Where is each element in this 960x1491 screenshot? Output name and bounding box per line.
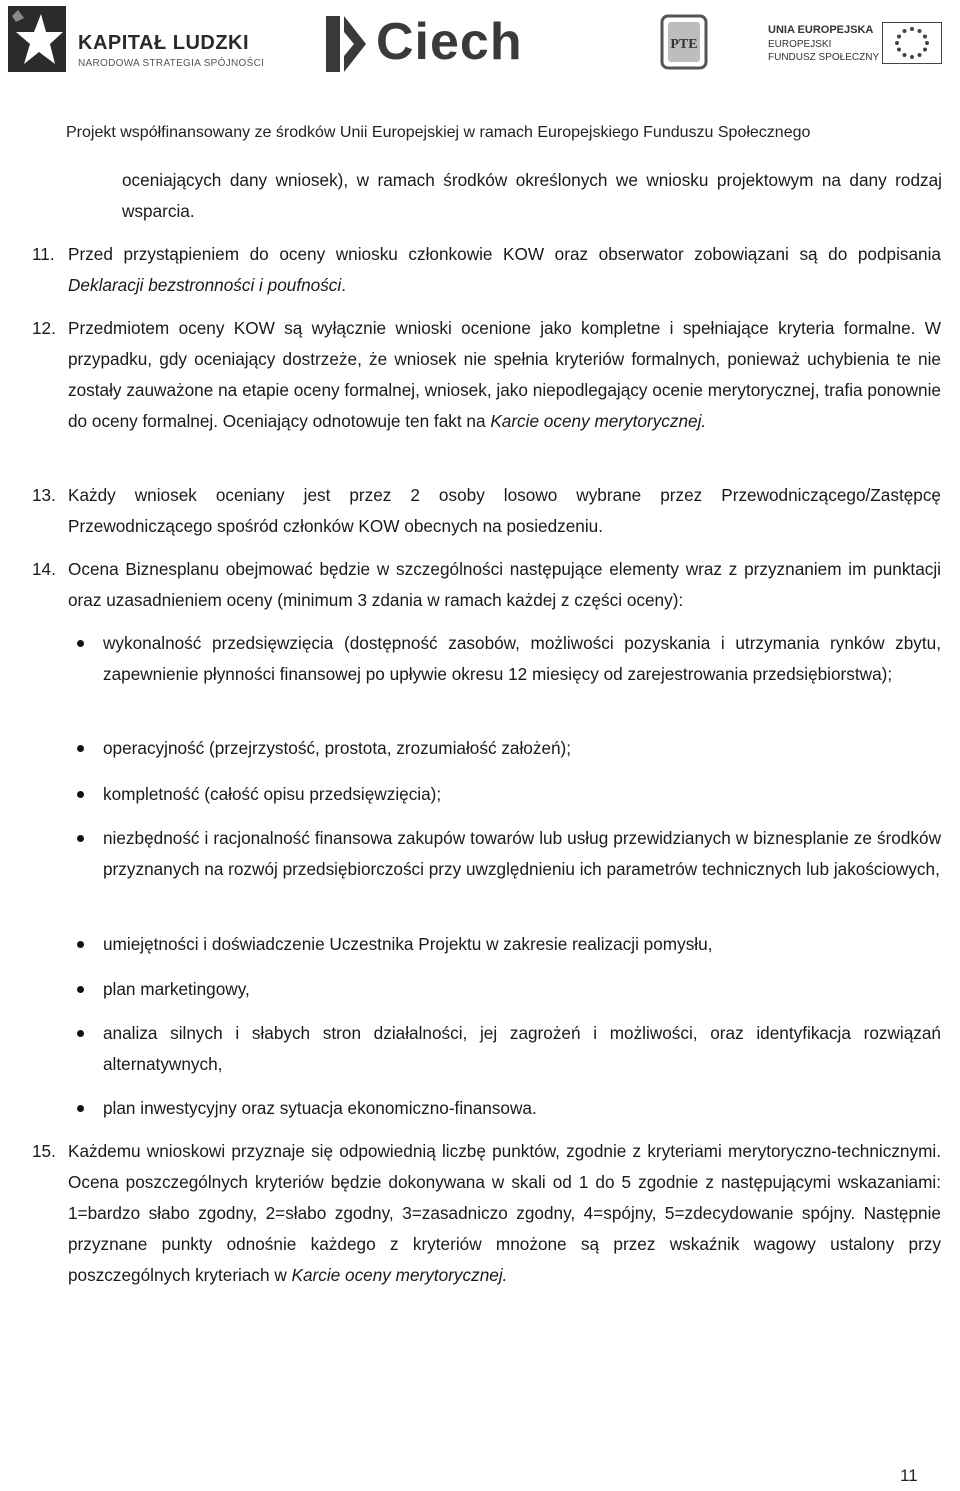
continuation-paragraph: oceniających dany wniosek), w ramach środków określonych we wniosku projektowym na dany rodzaj wsparcia. bbox=[122, 170, 942, 221]
bullet-item-8: plan inwestycyjny oraz sytuacja ekonomiczno-finansowa. bbox=[103, 1098, 537, 1118]
item-12-text-italic: Karcie oceny merytorycznej. bbox=[490, 411, 707, 431]
bullet-item-7: analiza silnych i słabych stron działalności, jej zagrożeń i możliwości, oraz identyfikacja rozwiązań alternatywnych, bbox=[103, 1023, 941, 1074]
item-15-text-italic: Karcie oceny merytorycznej. bbox=[291, 1265, 508, 1285]
ciech-wordmark: Ciech bbox=[376, 13, 523, 71]
bullet-dot-icon bbox=[77, 745, 84, 752]
item-11-text-end: . bbox=[341, 275, 347, 295]
kapital-ludzki-star-icon bbox=[8, 6, 66, 72]
item-11-text bbox=[68, 239, 941, 301]
bullet-item-1: wykonalność przedsięwzięcia (dostępność zasobów, możliwości pozyskania i utrzymania rynków zbytu, zapewnienie płynności finansowej po upływie okresu 12 miesięcy od zarejestrowania przedsiębiorstwa); bbox=[103, 633, 941, 684]
bullet-item-5: umiejętności i doświadczenie Uczestnika Projektu w zakresie realizacji pomysłu, bbox=[103, 934, 713, 954]
item-15-text-main: Każdemu wnioskowi przyznaje się odpowiednią liczbę punktów, zgodnie z kryteriami merytoryczno-technicznymi. Ocena poszczególnych kryteriów będzie dokonywana w skali od 1 do 5 zgodnie z następującymi wskazaniami: 1=bardzo słabo zgodny, 2=słabo zgodny, 3=zasadniczo zgodny, 4=spójny, 5=zdecydowanie spójny. Następnie przyznane punkty odnośnie każdego z kryteriów mnożone są przez wskaźnik wagowy ustalony przy poszczególnych kryteriach w bbox=[68, 1141, 941, 1285]
bullet-dot-icon bbox=[77, 1030, 84, 1037]
item-number-13: 13. bbox=[32, 485, 56, 505]
item-number-11: 11. bbox=[32, 244, 55, 264]
bullet-dot-icon bbox=[77, 835, 84, 842]
bullet-item-2: operacyjność (przejrzystość, prostota, zrozumiałość założeń); bbox=[103, 738, 572, 758]
pte-monogram: PTE bbox=[670, 37, 698, 52]
item-13-text: Każdy wniosek oceniany jest przez 2 osoby losowo wybrane przez Przewodniczącego/Zastępcę Przewodniczącego spośród członków KOW obecnych na posiedzeniu. bbox=[68, 485, 941, 536]
bullet-dot-icon bbox=[77, 941, 84, 948]
bullet-dot-icon bbox=[77, 1105, 84, 1112]
item-11-text-main: Przed przystąpieniem do oceny wniosku członkowie KOW oraz obserwator zobowiązani są do podpisania bbox=[68, 244, 941, 264]
ciech-mark-icon bbox=[326, 16, 366, 72]
eu-social-fund-logo bbox=[768, 22, 958, 72]
eu-title: UNIA EUROPEJSKA bbox=[768, 24, 874, 36]
item-15-text bbox=[68, 1136, 941, 1291]
eu-line-2: EUROPEJSKI bbox=[768, 39, 832, 50]
eu-flag-icon bbox=[882, 22, 942, 64]
bullet-item-3: kompletność (całość opisu przedsięwzięcia); bbox=[103, 784, 442, 804]
eu-line-3: FUNDUSZ SPOŁECZNY bbox=[768, 52, 880, 63]
bullet-dot-icon bbox=[77, 791, 84, 798]
bullet-item-4: niezbędność i racjonalność finansowa zakupów towarów lub usług przewidzianych w biznesplanie ze środków przyznanych na rozwój przedsiębiorczości przy uwzględnieniu ich parametrów technicznych lub jakościowych, bbox=[103, 828, 941, 879]
item-number-14: 14. bbox=[32, 559, 56, 579]
item-11-text-italic: Deklaracji bezstronności i poufności bbox=[68, 275, 342, 295]
item-number-12: 12. bbox=[32, 318, 56, 338]
page-number: 11 bbox=[900, 1466, 918, 1485]
item-number-15: 15. bbox=[32, 1141, 56, 1161]
kapital-ludzki-subtitle: NARODOWA STRATEGIA SPÓJNOŚCI bbox=[78, 58, 265, 69]
pte-emblem-icon bbox=[660, 14, 708, 70]
item-14-text: Ocena Biznesplanu obejmować będzie w szczególności następujące elementy wraz z przyznaniem im punktacji oraz uzasadnieniem oceny (minimum 3 zdania w ramach każdej z części oceny): bbox=[68, 559, 941, 610]
kapital-ludzki-title: KAPITAŁ LUDZKI bbox=[78, 32, 250, 54]
header-logo-bar bbox=[0, 0, 960, 110]
bullet-item-6: plan marketingowy, bbox=[103, 979, 250, 999]
kapital-ludzki-logo bbox=[8, 6, 265, 72]
ciech-logo bbox=[326, 13, 588, 72]
project-cofinancing-note: Projekt współfinansowany ze środków Unii Europejskiej w ramach Europejskiego Funduszu Społecznego bbox=[66, 124, 811, 141]
item-12-text-main: Przedmiotem oceny KOW są wyłącznie wnioski ocenione jako kompletne i spełniające kryteria formalne. W przypadku, gdy oceniający dostrzeże, że wniosek nie spełnia kryteriów formalnych, ponieważ uchybienia te nie zostały zauważone na etapie oceny formalnej, wniosek, jako niepodlegający ocenie merytorycznej, trafia ponownie do oceny formalnej. Oceniający odnotowuje ten fakt na bbox=[68, 318, 941, 431]
bullet-dot-icon bbox=[77, 986, 84, 993]
item-12-text bbox=[68, 313, 941, 437]
bullet-dot-icon bbox=[77, 640, 84, 647]
